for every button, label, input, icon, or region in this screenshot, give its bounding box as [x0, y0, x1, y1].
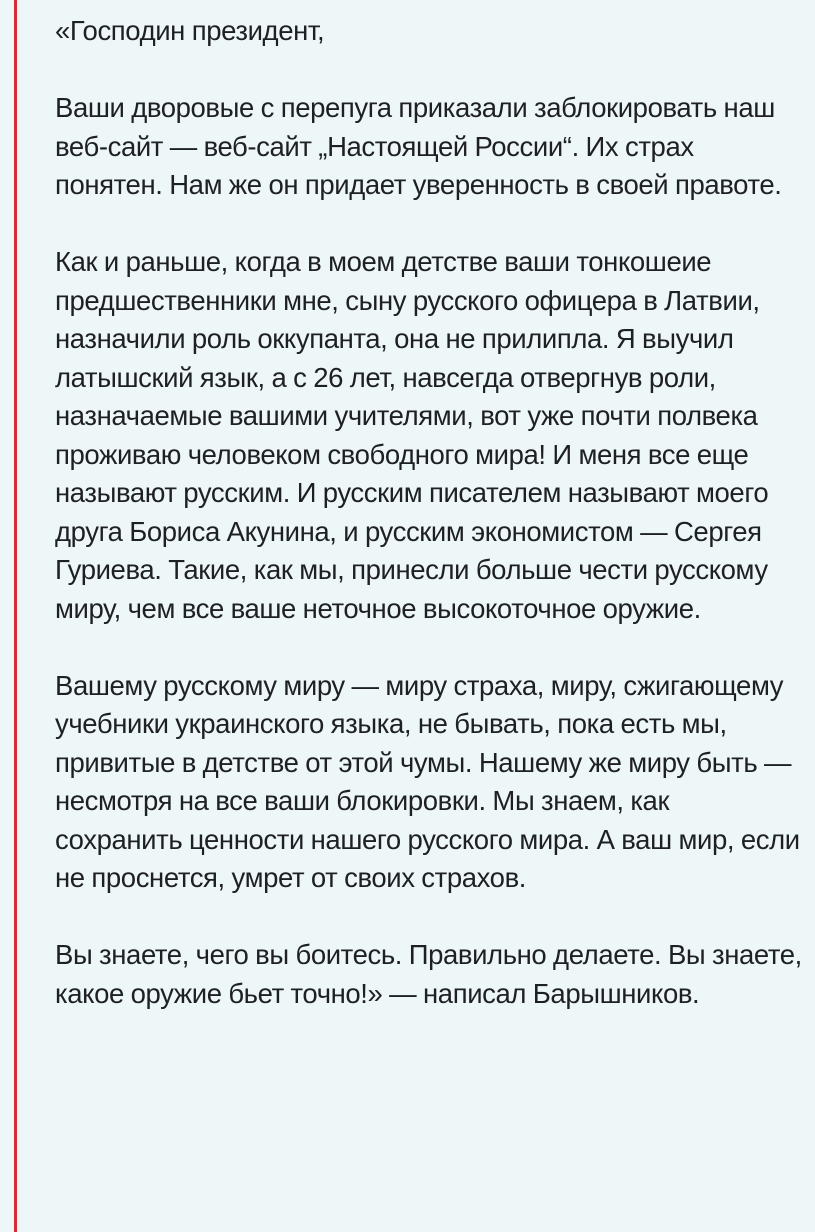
- quote-accent-bar: [14, 0, 17, 1232]
- quote-paragraph-4: Вы знаете, чего вы боитесь. Правильно делаете. Вы знаете, какое оружие бьет точно!» — написал Барышников.: [55, 939, 802, 1009]
- quote-paragraph-3: Вашему русскому миру — миру страха, миру, сжигающему учебники украинского языка, не бывать, пока есть мы, привитые в детстве от этой чумы. Нашему же миру быть — несмотря на все ваши блокировки. Мы знаем, как сохранить ценности нашего русского мира. А ваш мир, если не проснется, умрет от своих страхов.: [55, 669, 800, 893]
- quote-paragraph-1: Ваши дворовые с перепуга приказали заблокировать наш веб-сайт — веб-сайт „Настоящей России“. Их страх понятен. Нам же он придает уверенность в своей правоте.: [55, 92, 782, 200]
- quote-greeting: «Господин президент,: [55, 15, 325, 46]
- quote-block: [55, 0, 803, 1013]
- quote-paragraph-2: Как и раньше, когда в моем детстве ваши тонкошеие предшественники мне, сыну русского офицера в Латвии, назначили роль оккупанта, она не прилипла. Я выучил латышский язык, а с 26 лет, навсегда отвергнув роли, назначаемые вашими учителями, вот уже почти полвека проживаю человеком свободного мира! И меня все еще называют русским. И русским писателем называют моего друга Бориса Акунина, и русским экономистом — Сергея Гуриева. Такие, как мы, принесли больше чести русскому миру, чем все ваше неточное высокоточное оружие.: [55, 246, 769, 624]
